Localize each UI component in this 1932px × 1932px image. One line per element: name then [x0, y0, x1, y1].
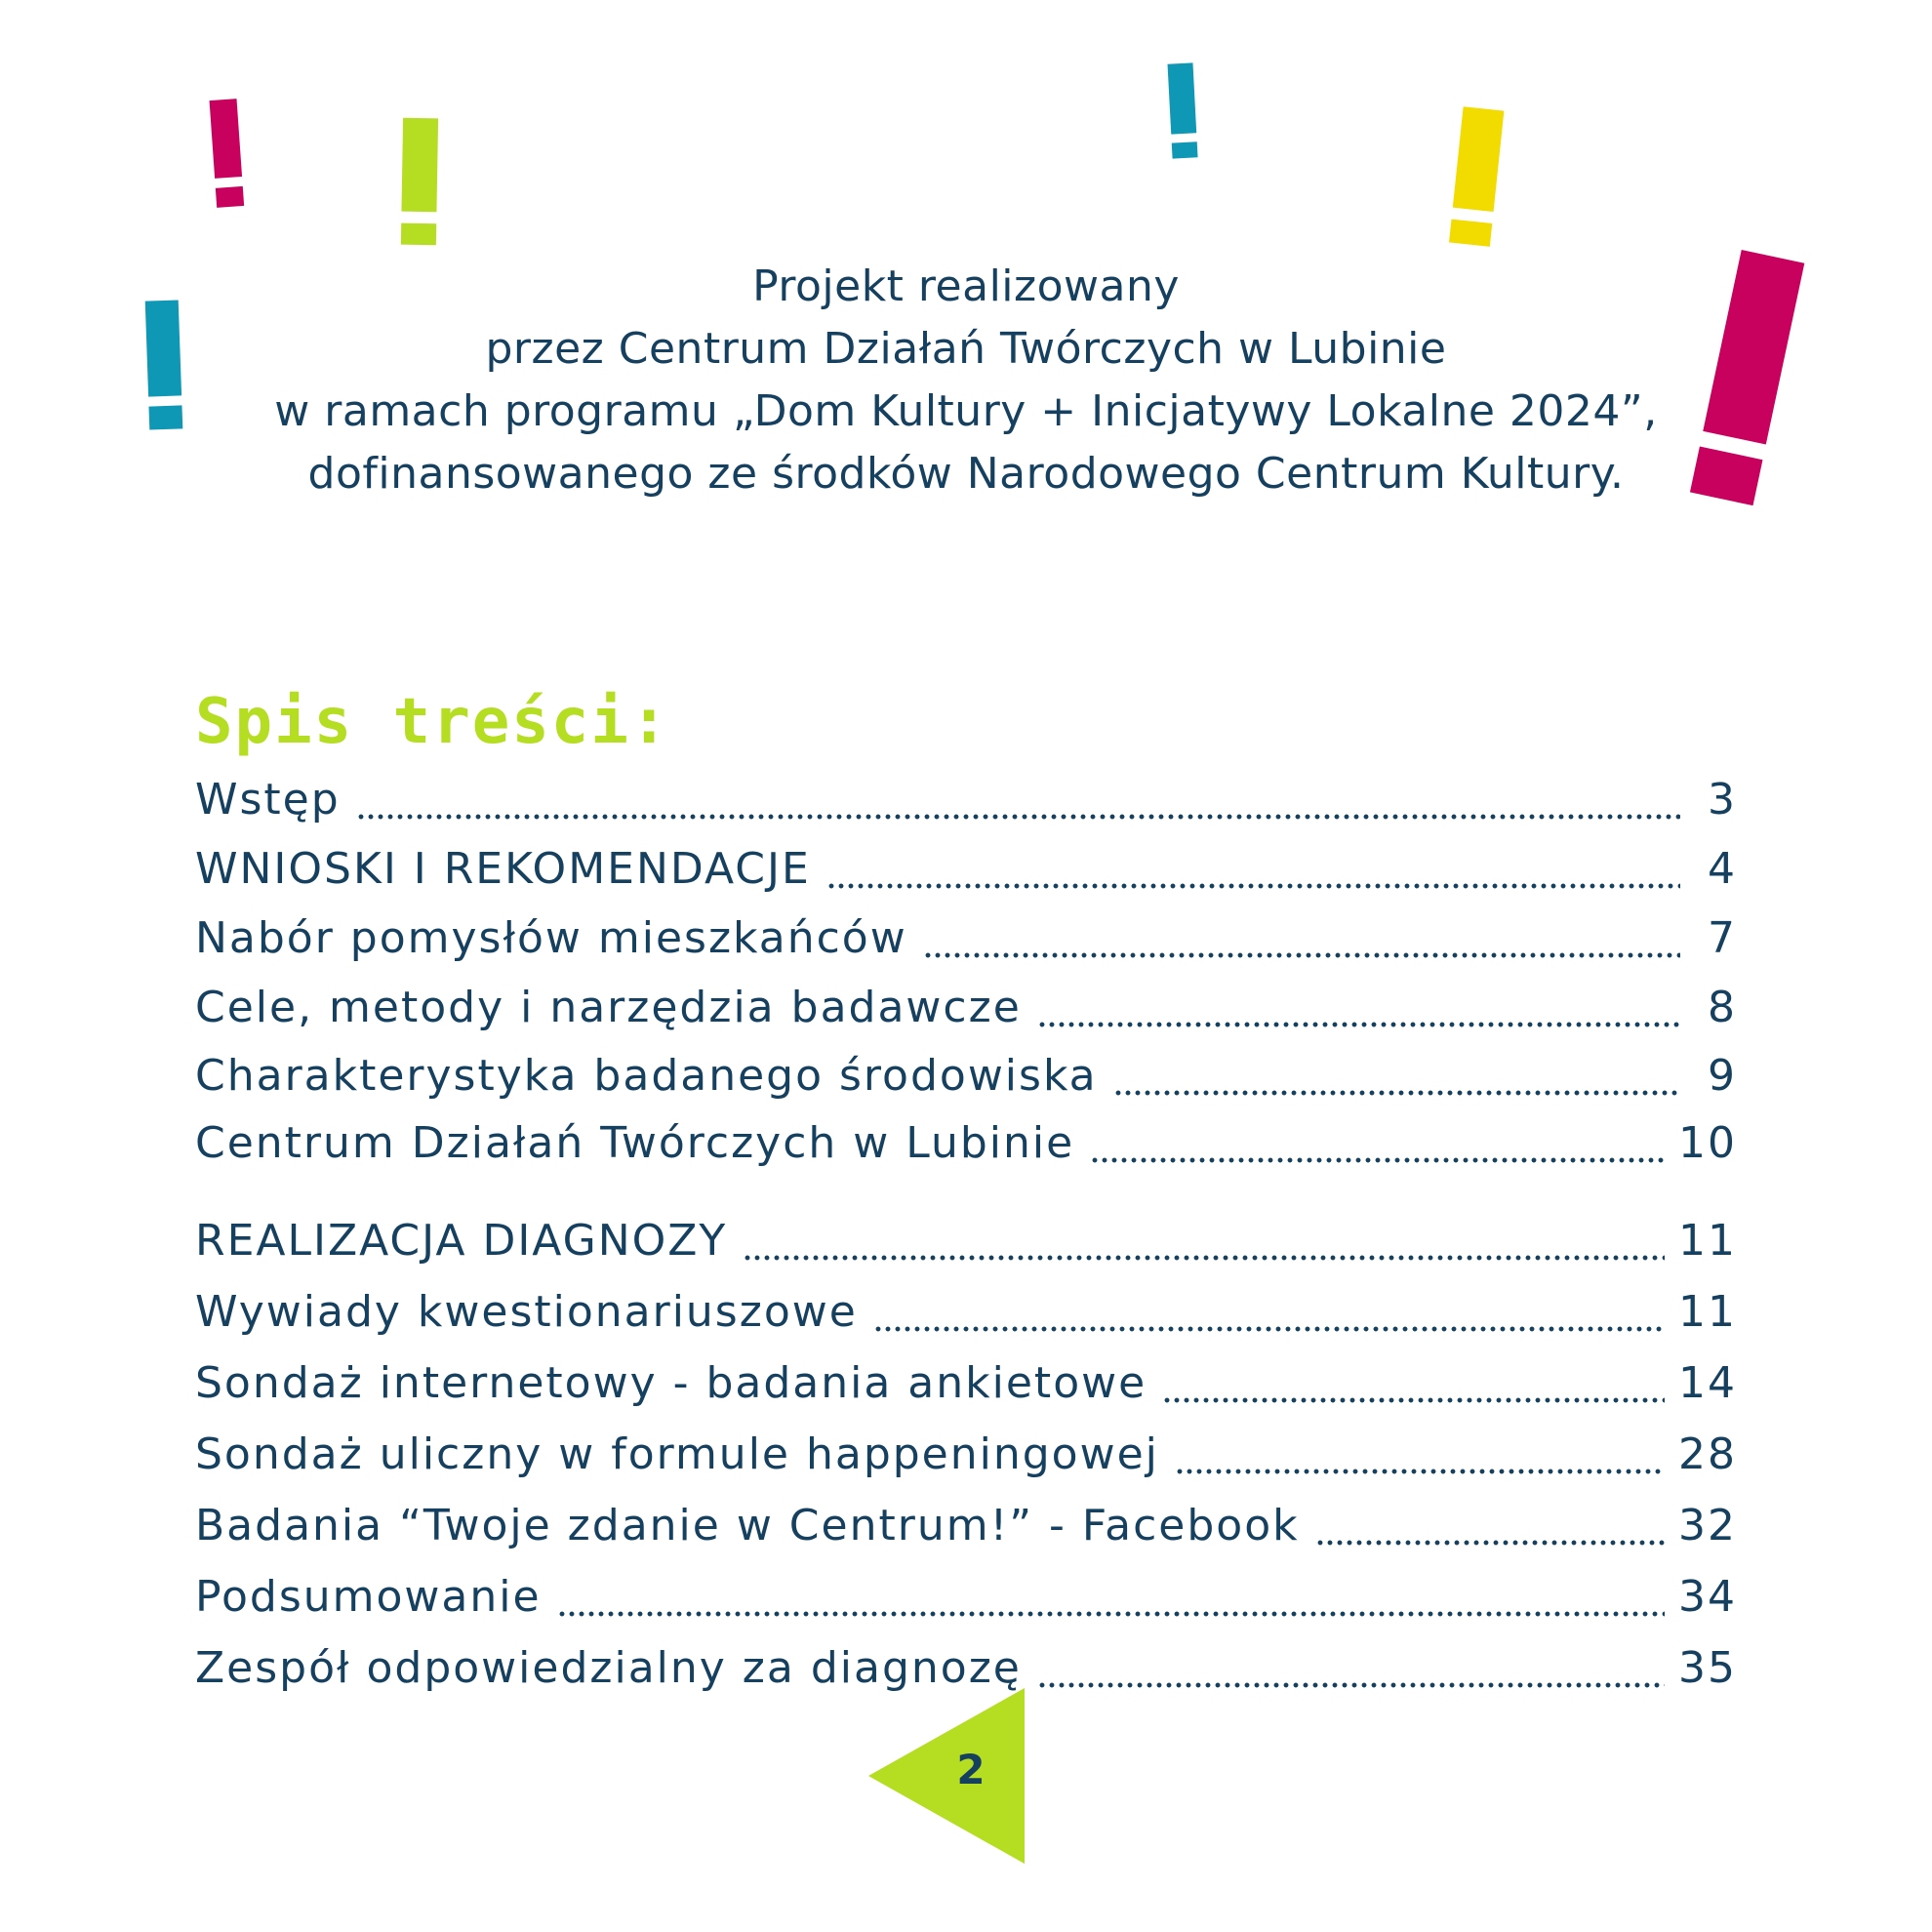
toc-entry-label: WNIOSKI I REKOMENDACJE [195, 844, 811, 894]
dot-leader [1090, 1116, 1665, 1171]
toc-entry[interactable] [195, 769, 1737, 827]
toc-entry-label: REALIZACJA DIAGNOZY [195, 1216, 728, 1266]
toc-entry-page: 10 [1678, 1118, 1737, 1168]
toc-entry-page: 32 [1678, 1501, 1737, 1550]
toc-entry-label: Podsumowanie [195, 1572, 542, 1622]
toc-entry[interactable] [195, 1352, 1737, 1411]
toc-entry[interactable] [195, 1495, 1737, 1553]
toc-entry-page: 28 [1678, 1429, 1737, 1479]
toc-entry[interactable] [195, 1281, 1737, 1340]
project-info-line: w ramach programu „Dom Kultury + Inicjatywy Lokalne 2024”, [274, 386, 1658, 436]
toc-entry-label: Centrum Działań Twórczych w Lubinie [195, 1118, 1075, 1168]
dot-leader [1037, 1641, 1665, 1696]
toc-entry[interactable] [195, 907, 1737, 966]
table-of-contents [195, 0, 1737, 1932]
toc-entry[interactable] [195, 838, 1737, 897]
toc-entry-page: 8 [1708, 983, 1737, 1032]
dot-leader [1037, 981, 1680, 1035]
toc-entry-page: 4 [1708, 844, 1737, 894]
toc-entry[interactable] [195, 1424, 1737, 1482]
dot-leader [557, 1570, 1665, 1625]
toc-entry[interactable] [195, 1637, 1737, 1696]
dot-leader [923, 911, 1680, 966]
toc-entry-page: 35 [1678, 1643, 1737, 1693]
dot-leader [873, 1285, 1665, 1340]
toc-title: Spis treści: [195, 686, 670, 758]
toc-entry-label: Nabór pomysłów mieszkańców [195, 913, 907, 963]
dot-leader [1113, 1049, 1680, 1104]
dot-leader [1315, 1499, 1665, 1553]
toc-entry-label: Cele, metody i narzędzia badawcze [195, 983, 1022, 1032]
page-number: 2 [956, 1746, 986, 1793]
dot-leader [743, 1214, 1665, 1268]
toc-entry-label: Wstęp [195, 775, 341, 825]
toc-entry-page: 11 [1678, 1287, 1737, 1337]
toc-entry-label: Charakterystyka badanego środowiska [195, 1051, 1098, 1101]
toc-entry-page: 14 [1678, 1358, 1737, 1408]
toc-entry-label: Zespół odpowiedzialny za diagnozę [195, 1643, 1022, 1693]
toc-entry[interactable] [195, 1112, 1737, 1171]
toc-entry[interactable] [195, 1566, 1737, 1625]
dot-leader [826, 842, 1680, 897]
toc-entry[interactable] [195, 977, 1737, 1035]
toc-entry-label: Sondaż uliczny w formule happeningowej [195, 1429, 1159, 1479]
toc-entry-page: 9 [1708, 1051, 1737, 1101]
toc-entry-page: 3 [1708, 775, 1737, 825]
toc-entry-label: Sondaż internetowy - badania ankietowe [195, 1358, 1147, 1408]
project-info-line: dofinansowanego ze środków Narodowego Centrum Kultury. [307, 449, 1625, 499]
toc-entry-label: Wywiady kwestionariuszowe [195, 1287, 858, 1337]
dot-leader [1175, 1428, 1665, 1482]
toc-entry-page: 7 [1708, 913, 1737, 963]
toc-entry-label: Badania “Twoje zdanie w Centrum!” - Facebook [195, 1501, 1300, 1550]
toc-entry[interactable] [195, 1210, 1737, 1268]
toc-entry-page: 11 [1678, 1216, 1737, 1266]
project-info-line: przez Centrum Działań Twórczych w Lubinie [485, 324, 1447, 374]
dot-leader [356, 773, 1680, 827]
project-info-line: Projekt realizowany [752, 262, 1180, 311]
toc-entry[interactable] [195, 1045, 1737, 1104]
dot-leader [1162, 1356, 1665, 1411]
toc-entry-page: 34 [1678, 1572, 1737, 1622]
